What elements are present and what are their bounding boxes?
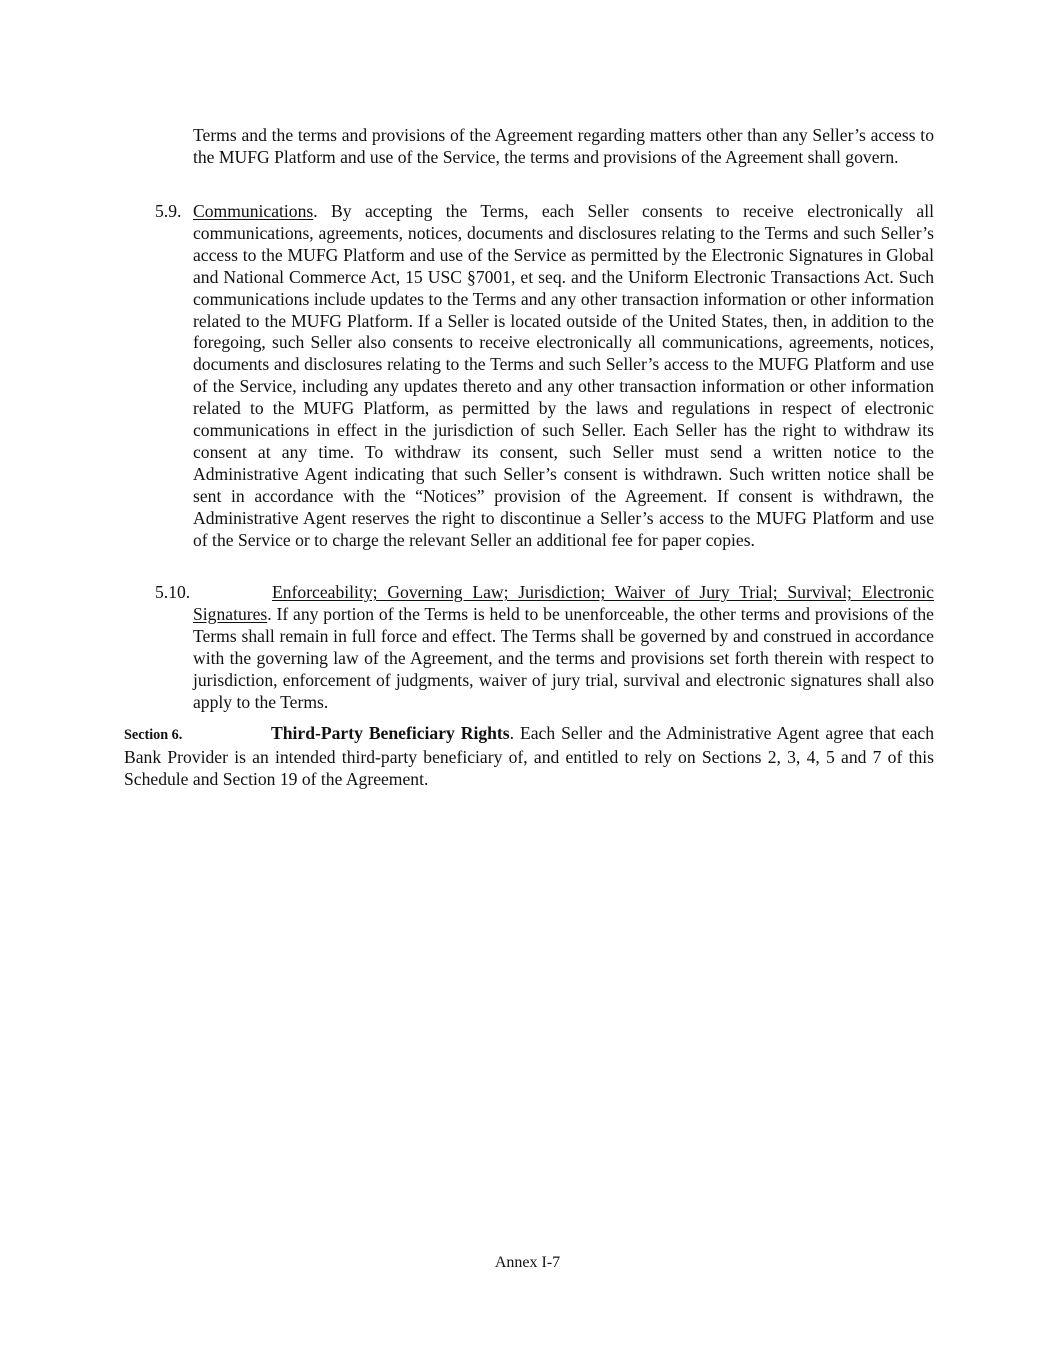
clause-5-10-body: . If any portion of the Terms is held to be unenforceable, the other terms and provisions of the Terms shall remain in full force and effect. The Terms shall be governed by and construed in accordance with the governing law of the Agreement, and the terms and provisions set forth therein with respect to jurisdiction, enforcement of judgments, waiver of jury trial, survival and electronic signatures shall also apply to the Terms. — [193, 603, 934, 712]
clause-5-10-heading: Enforceability; Governing Law; Jurisdiction; Waiver of Jury Trial; Survival; Electronic Signatures — [193, 582, 934, 624]
section-6-title: Third-Party Beneficiary Rights — [271, 723, 510, 743]
section-6-body: . Each Seller and the Administrative Agent agree that each Bank Provider is an intended third-party beneficiary of, and entitled to rely on Sections 2, 3, 4, 5 and 7 of this Schedule and Section 19 of the Agreement. — [124, 723, 934, 789]
clause-5-9 — [155, 201, 934, 552]
clause-5-9-body: . By accepting the Terms, each Seller consents to receive electronically all communications, agreements, notices, documents and disclosures relating to the Terms and such Seller’s access to the MUFG Platform and use of the Service as permitted by the Electronic Signatures in Global and National Commerce Act, 15 USC §7001, et seq. and the Uniform Electronic Transactions Act. Such communications include updates to the Terms and any other transaction information or other information related to the MUFG Platform. If a Seller is located outside of the United States, then, in addition to the foregoing, such Seller also consents to receive electronically all communications, agreements, notices, documents and disclosures relating to the Terms and such Seller’s access to the MUFG Platform and use of the Service, including any updates thereto and any other transaction information or other information related to the MUFG Platform, as permitted by the laws and regulations in respect of electronic communications in effect in the jurisdiction of such Seller. Each Seller has the right to withdraw its consent at any time. To withdraw its consent, such Seller must send a written notice to the Administrative Agent indicating that such Seller’s consent is withdrawn. Such written notice shall be sent in accordance with the “Notices” provision of the Agreement. If consent is withdrawn, the Administrative Agent reserves the right to discontinue a Seller’s access to the MUFG Platform and use of the Service or to charge the relevant Seller an additional fee for paper copies. — [193, 201, 934, 550]
section-6-label: Section 6. — [124, 727, 183, 743]
page-number: Annex I-7 — [494, 1254, 561, 1271]
clause-5-9-number: 5.9. — [155, 201, 182, 221]
continued-paragraph-text: Terms and the terms and provisions of the Agreement regarding matters other than any Seller’s access to the MUFG Platform and use of the Service, the terms and provisions of the Agreement shall govern. — [193, 125, 934, 167]
page-footer — [0, 1252, 1055, 1274]
clause-5-10 — [155, 582, 934, 713]
clause-5-9-heading: Communications — [193, 201, 314, 221]
section-6 — [124, 723, 934, 791]
continued-paragraph — [193, 125, 934, 169]
clause-5-10-number: 5.10. — [155, 582, 191, 602]
